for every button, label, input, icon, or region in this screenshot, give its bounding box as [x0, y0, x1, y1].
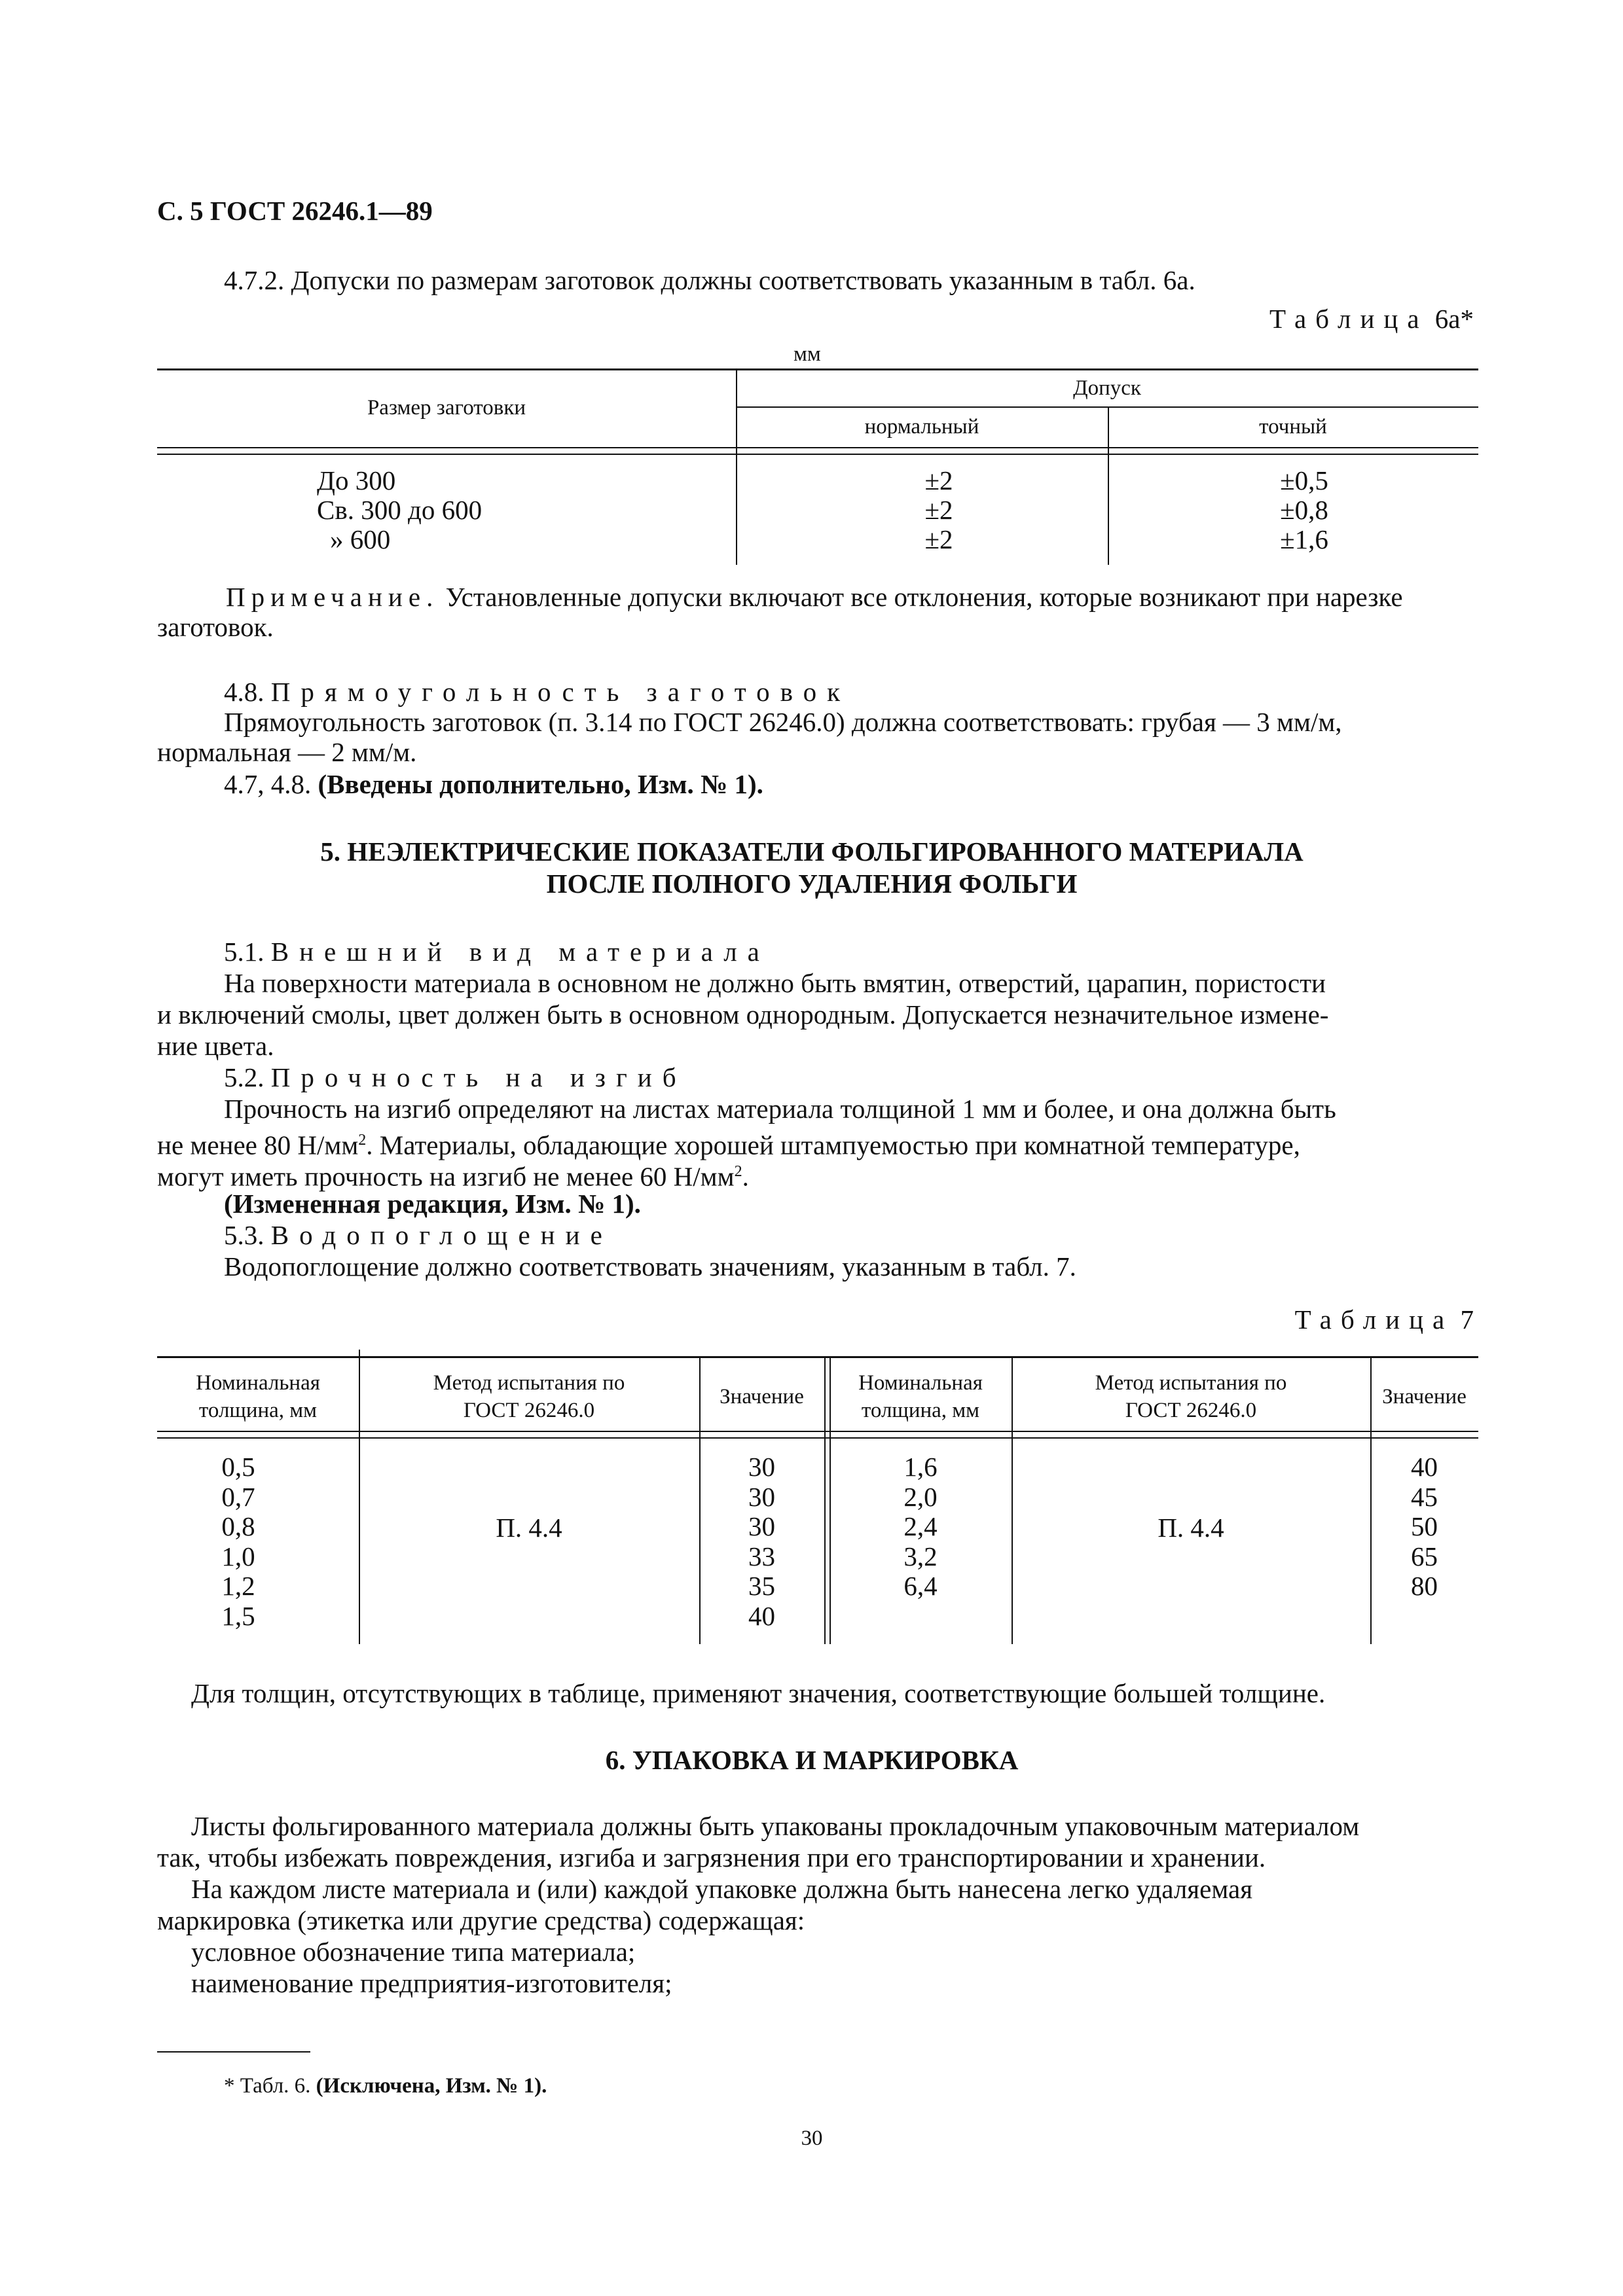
paragraph-5-2-number: 5.2.: [224, 1062, 264, 1092]
paragraph-5-3-line-1: Водопоглощение должно соответствовать значениям, указанным в табл. 7.: [224, 1251, 1076, 1282]
table-7-cell: 65: [1411, 1541, 1438, 1571]
table-7-thickness-left-column: [157, 1452, 319, 1631]
table-6a-normal-cell: ±2: [924, 495, 953, 525]
table-6a-size-cell: До 300: [317, 465, 396, 495]
table-7-cell: 0,7: [221, 1481, 255, 1512]
amendment-reference-4-7-4-8: [224, 768, 763, 800]
table-6a-normal-cell: ±2: [924, 524, 953, 554]
section-6-paragraph-2-line-1: На каждом листе материала и (или) каждой упаковке должна быть нанесена легко удаляемая: [191, 1874, 1253, 1904]
table-6a-header-tolerance: Допуск: [1073, 376, 1141, 400]
paragraph-5-2-title: Прочность на изгиб: [270, 1062, 687, 1092]
section-6-title: 6. УПАКОВКА И МАРКИРОВКА: [605, 1745, 1019, 1775]
table-6a-normal-column: [736, 466, 1142, 554]
paragraph-5-1-heading: [224, 936, 770, 968]
footnote-prefix: * Табл. 6.: [224, 2074, 316, 2098]
table-7-cell: 1,2: [221, 1571, 255, 1601]
table-7-method-left: П. 4.4: [496, 1513, 562, 1543]
paragraph-4-8-line-1: Прямоугольность заготовок (п. 3.14 по ГОСТ 26246.0) должна соответствовать: грубая — 3 мм/м,: [224, 707, 1342, 737]
table-6a-exact-column: [1108, 466, 1501, 554]
table-7-cell: 40: [748, 1600, 775, 1631]
section-5-title-line-2: ПОСЛЕ ПОЛНОГО УДАЛЕНИЯ ФОЛЬГИ: [546, 869, 1078, 899]
table-7-cell: 0,8: [221, 1511, 255, 1541]
table-7-header-thickness-left: Номинальная толщина, мм: [196, 1371, 320, 1422]
footnote: [224, 2072, 547, 2100]
table-7-method-right: П. 4.4: [1158, 1513, 1224, 1543]
table-7-cell: 45: [1411, 1481, 1438, 1512]
paragraph-4-8-heading: [224, 676, 850, 708]
table-7-cell: 1,5: [221, 1600, 255, 1631]
table-7-cell: 80: [1411, 1571, 1438, 1601]
paragraph-4-8-title: Прямоугольность заготовок: [270, 677, 851, 707]
table-7-value-right-column: [1370, 1452, 1478, 1602]
table-7-cell: 40: [1411, 1452, 1438, 1482]
table-6a-caption-number: 6а*: [1434, 304, 1474, 334]
table-7-header-method-right: Метод испытания по ГОСТ 26246.0: [1095, 1371, 1287, 1422]
paragraph-5-2-line-2: не менее 80 $Н/мм^2$. Материалы, обладающие хорошей штампуемостью при комнатной температуре,: [157, 1130, 1300, 1160]
table-6a-caption: [1269, 303, 1474, 335]
paragraph-5-1-line-3: ние цвета.: [157, 1031, 274, 1061]
note-text-continued: заготовок.: [157, 612, 274, 642]
table-7-cell: 0,5: [221, 1452, 255, 1482]
table-7-caption: [1295, 1304, 1474, 1336]
table-7-cell: 35: [748, 1571, 775, 1601]
section-6-paragraph-1-line-2: так, чтобы избежать повреждения, изгиба и загрязнения при его транспортировании и хранении.: [157, 1842, 1266, 1873]
note-text: Установленные допуски включают все отклонения, которые возникают при нарезке: [439, 582, 1403, 612]
table-6a-unit: мм: [793, 342, 821, 366]
table-7-caption-number: 7: [1460, 1304, 1474, 1335]
paragraph-5-1-line-1: На поверхности материала в основном не должно быть вмятин, отверстий, царапин, пористости: [224, 968, 1326, 998]
table-7-header-method-left: Метод испытания по ГОСТ 26246.0: [433, 1371, 625, 1422]
section-6-paragraph-1-line-1: Листы фольгированного материала должны быть упакованы прокладочным упаковочным материалом: [191, 1811, 1360, 1841]
section-6-paragraph-2-line-2: маркировка (этикетка или другие средства) содержащая:: [157, 1905, 805, 1935]
table-7-cell: 30: [748, 1511, 775, 1541]
page-number: 30: [801, 2126, 823, 2150]
paragraph-5-2-heading: [224, 1062, 687, 1094]
footnote-separator: [157, 2051, 310, 2053]
table-6a-header-normal: нормальный: [864, 415, 979, 439]
table-7-value-left-column: [699, 1452, 824, 1631]
table-6a-note: [226, 581, 1403, 613]
table-7-footnote-text: Для толщин, отсутствующих в таблице, применяют значения, соответствующие большей толщине.: [191, 1678, 1326, 1708]
table-7-cell: 6,4: [903, 1571, 938, 1601]
table-7-cell: 30: [748, 1452, 775, 1482]
table-6a-size-cell: » 600: [330, 524, 391, 554]
paragraph-5-1-line-2: и включений смолы, цвет должен быть в основном однородным. Допускается незначительное измене-: [157, 999, 1329, 1030]
paragraph-4-8-number: 4.8.: [224, 677, 264, 707]
table-7-header-value-right: Значение: [1382, 1385, 1467, 1408]
paragraph-5-3-title: Водопоглощение: [270, 1220, 613, 1250]
page-header: С. 5 ГОСТ 26246.1—89: [157, 196, 433, 226]
paragraph-5-3-heading: [224, 1219, 613, 1251]
footnote-amendment: (Исключена, Изм. № 1).: [316, 2074, 547, 2098]
table-7-cell: 1,0: [221, 1541, 255, 1571]
table-7-thickness-right-column: [830, 1452, 1012, 1602]
paragraph-5-2-line-1: Прочность на изгиб определяют на листах материала толщиной 1 мм и более, и она должна быть: [224, 1094, 1336, 1124]
table-7-cell: 3,2: [903, 1541, 938, 1571]
table-6a-header-size: Размер заготовки: [367, 396, 526, 420]
table-6a-normal-cell: ±2: [924, 465, 953, 495]
paragraph-5-1-number: 5.1.: [224, 937, 264, 967]
paragraph-4-8-line-2: нормальная — 2 мм/м.: [157, 737, 417, 767]
table-6a-header-exact: точный: [1259, 415, 1327, 439]
table-7-cell: 2,4: [903, 1511, 938, 1541]
table-6a-size-column: [317, 466, 482, 554]
table-7-cell: 30: [748, 1481, 775, 1512]
section-6-list-item-2: наименование предприятия-изготовителя;: [191, 1968, 672, 1998]
table-6a-exact-cell: ±0,8: [1280, 495, 1328, 525]
table-7-cell: 50: [1411, 1511, 1438, 1541]
table-7-header-thickness-right: Номинальная толщина, мм: [858, 1371, 983, 1422]
table-7-header-value-left: Значение: [720, 1385, 804, 1408]
amendment-reference-5-2: (Измененная редакция, Изм. № 1).: [224, 1189, 641, 1219]
table-7-cell: 2,0: [903, 1481, 938, 1512]
table-6a-exact-cell: ±1,6: [1280, 524, 1328, 554]
table-7-cell: 1,6: [903, 1452, 938, 1482]
table-7-cell: 33: [748, 1541, 775, 1571]
amendment-text: (Введены дополнительно, Изм. № 1).: [318, 769, 763, 799]
amendment-prefix: 4.7, 4.8.: [224, 769, 312, 799]
note-label: Примечание.: [226, 582, 439, 612]
table-7-caption-word: Таблица: [1294, 1304, 1454, 1335]
paragraph-5-1-title: Внешний вид материала: [270, 937, 770, 967]
table-6a-exact-cell: ±0,5: [1280, 465, 1328, 495]
paragraph-5-2-line-3: могут иметь прочность на изгиб не менее 60 $Н/мм^2$.: [157, 1161, 749, 1192]
table-6a-size-cell: Св. 300 до 600: [317, 495, 483, 525]
section-6-list-item-1: условное обозначение типа материала;: [191, 1937, 636, 1967]
paragraph-5-3-number: 5.3.: [224, 1220, 264, 1250]
section-5-title-line-1: 5. НЕЭЛЕКТРИЧЕСКИЕ ПОКАЗАТЕЛИ ФОЛЬГИРОВАННОГО МАТЕРИАЛА: [320, 836, 1304, 867]
table-6a-caption-word: Таблица: [1269, 304, 1429, 334]
paragraph-4-7-2: 4.7.2. Допуски по размерам заготовок должны соответствовать указанным в табл. 6а.: [224, 265, 1195, 295]
